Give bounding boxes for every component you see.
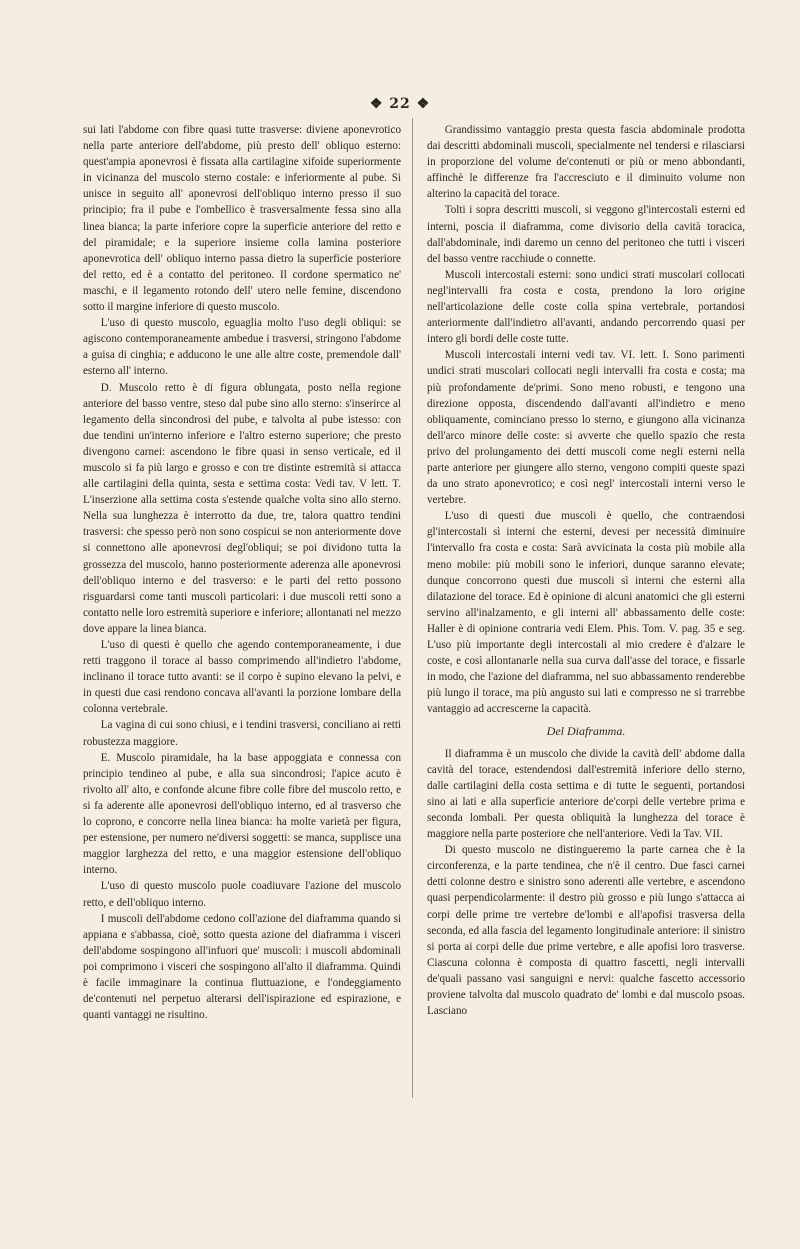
paragraph: Di questo muscolo ne distingueremo la parte carnea che è la circonferenza, e la parte tendinea, che n'è il centro. Due fasci carnei detti colonne destro e sinistro sono aderenti alle vertebre, e ascendono quasi perpendicolarmente: il destro più grosso e più lungo s'attacca ai corpi delle prime tre vertebre de'lombi e all'apofisi trasversa della seconda, ed alla fascia del legamento longitudinale anteriore: il sinistro si porta ai corpi delle due prime vertebre, e alle apofisi loro trasverse. Ciascuna colonna è composta di quattro fascetti, negli intervalli de'quali passano vasi sanguigni e nervi: qualche fascetto accessorio proviene talvolta dal muscolo quadrato de' lombi e dal muscolo psoas. Lasciano <box>427 844 745 1018</box>
paragraph: Tolti i sopra descritti muscoli, si veggono gl'intercostali esterni ed interni, poscia il diaframma, come divisorio della cavità toracica, dall'abdominale, indi daremo un cenno del peritoneo che tutti i visceri del basso ventre racchiude o connette. <box>427 204 745 265</box>
left-ornament: ❖ <box>369 96 384 112</box>
page-number <box>0 96 800 112</box>
page-number-value: 22 <box>389 96 411 112</box>
right-ornament: ❖ <box>416 96 431 112</box>
left-column <box>83 122 401 1023</box>
paragraph: sui lati l'abdome con fibre quasi tutte trasverse: diviene aponevrotico nella parte anteriore dell'abdome, più presto dell' obliquo esterno: quest'ampia aponevrosi è fissata alla cartilagine xifoide superiormente in vicinanza del muscolo sterno costale: e inferiormente al pube. Si unisce in seguito all' aponevrosi dell'obliquo interno presso il suo principio; fra il pube e l'ombellico è trasversalmente fessa sino alla linea bianca; la parte inferiore copre la superficie anteriore del retto e del piramidale; e la superiore insieme colla lamina posteriore aponevrotica dell' obliquo interno passa dietro la superficie posteriore del retto, ed è a contatto del peritoneo. Il cordone spermatico ne' maschi, e il legamento rotondo dell' utero nelle femine, discendono sotto il margine inferiore di questo muscolo. <box>83 124 401 314</box>
paragraph: Muscoli intercostali interni vedi tav. VI. lett. I. Sono parimenti undici strati muscolari collocati negli intervalli fra costa e costa; ma più profondamente de'primi. Sono meno robusti, e tengono una direzione opposta, discendendo dall'avanti all'indietro e meno obliquamente, cominciano presso lo sterno, e giungono alla vicinanza dell'arco minore delle coste: si avverte che quello spazio che resta privo del prolungamento dei detti muscoli come negli esterni nella parte anteriore per giungere allo sterno, vengono compiti queste spazi da uno strato aponevrotico; e così negl' intercostali interni verso le vertebre. <box>427 349 745 507</box>
column-divider <box>412 118 413 1098</box>
paragraph: La vagina di cui sono chiusi, e i tendini trasversi, conciliano ai retti robustezza maggiore. <box>83 719 401 748</box>
paragraph: I muscoli dell'abdome cedono coll'azione del diaframma quando si appiana e s'abbassa, cioè, sotto questa azione del diaframma i visceri dell'abdome sospingono all'infuori que' muscoli: i muscoli abdominali poi comprimono i visceri che sospingono all'alto il diaframma. Quindi è facile immaginare la continua fluttuazione, e l'ondeggiamento de'contenuti nel perpetuo alterarsi dell'ispirazione ed espirazione, e quanti vantaggi ne risultino. <box>83 912 401 1022</box>
paragraph: Il diaframma è un muscolo che divide la cavità dell' abdome dalla cavità del torace, estendendosi dall'estremità inferiore dello sterno, dalle cartilagini della costa settima e di tutte le seguenti, portandosi sino ai lati e alla superficie anteriore de'corpi delle vertebre prima e seconda lombali. Per questa obliquità la lunghezza del torace è maggiore nella parte posteriore che nell'anteriore. Vedi la Tav. VII. <box>427 747 745 841</box>
right-column <box>427 122 745 1019</box>
section-heading: Del Diaframma. <box>546 724 626 739</box>
paragraph: L'uso di questo muscolo, eguaglia molto l'uso degli obliqui: se agiscono contemporaneamente ambedue i trasversi, stringono l'abdome a guisa di cinghia; e adducono le une alle altre coste, premendole dall' esterno all' interno. <box>83 317 401 378</box>
paragraph: Grandissimo vantaggio presta questa fascia abdominale prodotta dai descritti abdominali muscoli, specialmente nel tendersi e rilasciarsi in proporzione del volume de'contenuti or più or meno abbondanti, affinchè le differenze fra l'accresciuto e il diminuito volume non alterino la capacità del torace. <box>427 124 745 201</box>
paragraph: L'uso di questi due muscoli è quello, che contraendosi gl'intercostali sì interni che esterni, devesi per necessità diminuire l'intervallo fra costa e costa: Sarà avvicinata la costa più mobile alla meno mobile: più mobili sono le inferiori, dunque saranno elevate; dunque concorrono questi due muscoli sì interni che esterni alla dilatazione del torace. Ed è opinione di alcuni anatomici che gli esterni servino all'inalzamento, e gli interni all' abbassamento delle coste: Haller è di opinione contraria vedi Elem. Phis. Tom. V. pag. 35 e seg. L'uso più importante degli intercostali al mio credere è d'alzare le coste, e così allontanarle nella sua curva dall'asse del torace, e fissarle in modo, che l'azione del diaframma, nel suo abbassamento renderebbe più lungo il torace, ma più angusto sui lati e compresso ne si trarrebbe vantaggio ad accrescerne la capacità. <box>427 510 745 716</box>
paragraph: E. Muscolo piramidale, ha la base appoggiata e connessa con principio tendineo al pube, e alla sua sincondrosi; l'apice acuto è rivolto all' alto, e confonde alcune fibre colle fibre del muscolo retto, e si fa aderente alle aponevrosi dell'obliquo interno, ed al trasverso che lo coprono, e concorre nella linea bianca: ha molte varietà per figura, per estensione, per numero ne'diversi soggetti: se manca, supplisce una maggior larghezza del retto, e una maggior estensione dell'obliquo interno. <box>83 751 401 877</box>
paragraph: L'uso di questi è quello che agendo contemporaneamente, i due retti traggono il torace al basso comprimendo all'indietro l'abdome, inclinano il torace tutto avanti: se il corpo è supino elevano la pelvi, e in questi due casi rendono concava all'avanti la porzione lombare della colonna vertebrale. <box>83 639 401 716</box>
paragraph: Muscoli intercostali esterni: sono undici strati muscolari collocati negl'intervalli fra costa e costa, prendono la loro origine nell'articolazione delle coste colla spina vertebrale, portandosi anteriormente dall'indietro all'avanti, andando percorrendo quasi per intero gli bordi delle coste tutte. <box>427 268 745 346</box>
paragraph: L'uso di questo muscolo puole coadiuvare l'azione del muscolo retto, e dell'obliquo interno. <box>83 880 401 909</box>
paragraph: D. Muscolo retto è di figura oblungata, posto nella regione anteriore del basso ventre, steso dal pube sino allo sterno: s'inserirce al legamento della sincondrosi del pube, e talvolta al pube istesso: con due tendini un'interno inferiore e l'altro esterno superiore; che presto divengono carnei: ascendono le fibre quasi in senso verticale, ed il muscolo si fa più largo e grosso e con tre distinte estremità si attacca alle cartilagini della quinta, sesta e settima costa: Vedi tav. V lett. T. L'inserzione alla settima costa s'estende qualche volta sino allo sterno. Nella sua lunghezza è interrotto da due, tre, talora quattro tendini trasversi: che spesso però non sono cospicui se non anteriormente dove si connettono alle aponevrosi degl'obliqui; se poi dividono tutta la grossezza del muscolo, hanno posteriormente aderenza alle aponevrosi dell'obliquo interno e del trasverso: e le parti del retto possono risguardarsi come tanti muscoli particolari: i due muscoli retti sono a contatto nelle loro estremità superiore e inferiore; allontanati nel mezzo dove appare la linea bianca. <box>83 381 401 635</box>
